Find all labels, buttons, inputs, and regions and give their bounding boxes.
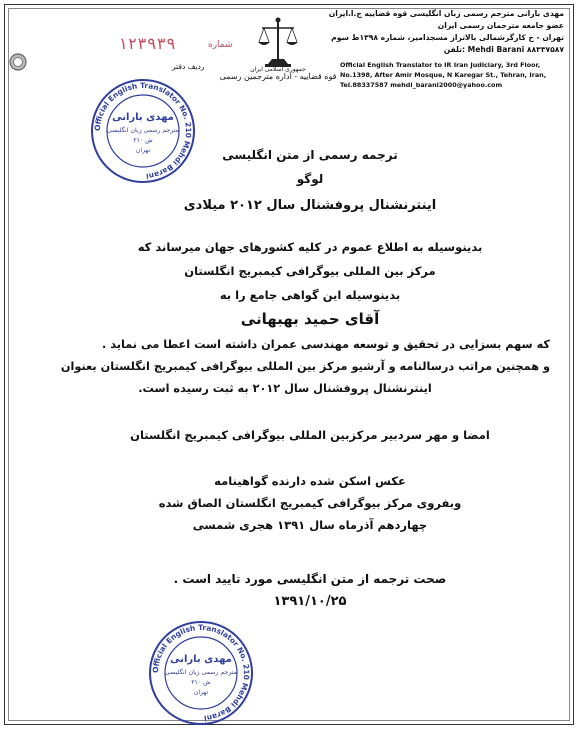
stamp-bottom-center-name: مهدی بارانی bbox=[170, 654, 232, 665]
signature-line: امضا و مهر سردبیر مرکزبین المللی بیوگرافی کیمبریج انگلستان bbox=[130, 428, 490, 442]
confirmation-line: صحت ترجمه از متن انگلیسی مورد تایید است . bbox=[173, 572, 447, 586]
translator-stamp-bottom-icon bbox=[146, 618, 256, 728]
stamp-ring-text: Official English Translator No. 210 Mehdi Barani bbox=[92, 80, 194, 181]
translator-stamp-icon bbox=[88, 76, 198, 186]
title-line-1: ترجمه رسمی از متن انگلیسی bbox=[222, 148, 398, 162]
header-en-block bbox=[340, 60, 560, 90]
stamp-bottom-center-city: تهران bbox=[193, 689, 209, 696]
serial-number: ۱۲۳۹۳۹ bbox=[118, 34, 176, 53]
stamp-center-no: ش ۲۱۰ bbox=[133, 137, 153, 144]
recipient-name: آقای حمید بهبهانی bbox=[240, 310, 380, 328]
judiciary-label: قوه قضاییه - اداره مترجمین رسمی bbox=[219, 72, 337, 81]
intro-line-3: بدینوسیله این گواهی جامع را به bbox=[219, 288, 401, 302]
intro-line-2: مرکز بین المللی بیوگرافی کیمبریج انگلستان bbox=[184, 264, 436, 278]
stamp-bottom-center-no: ش ۲۱۰ bbox=[191, 679, 211, 686]
stamp-bottom-center-sub: مترجم رسمی زبان انگلیسی bbox=[165, 669, 237, 676]
header-en-line-1: Official English Translator to IR Iran Judiciary, 3rd Floor, bbox=[340, 61, 541, 69]
stamp-center-city: تهران bbox=[135, 147, 151, 154]
confirmation-date: ۱۳۹۱/۱۰/۲۵ bbox=[273, 594, 347, 609]
stamp-center-name: مهدی بارانی bbox=[112, 112, 174, 123]
stamp-bottom-ring-text: Official English Translator No. 210 Mehdi Barani bbox=[150, 622, 252, 723]
header-en-line-3: Tel.88337587 mehdi_barani2000@yahoo.com bbox=[340, 81, 503, 89]
title-line-2: لوگو bbox=[296, 172, 324, 186]
header-fa-line-3: تهران - خ کارگرشمالی بالاتراز مسجدامیر، شماره ۱۳۹۸ط سوم bbox=[331, 33, 564, 42]
paragraph-line-2: و همچنین مراتب درسالنامه و آرشیو مرکز بین المللی بیوگرافی کیمبریج انگلستان بعنوان bbox=[60, 360, 550, 373]
photo-line-3: چهاردهم آذرماه سال ۱۳۹۱ هجری شمسی bbox=[192, 518, 428, 532]
header-fa-line-4: تلفن: Mehdi Barani ۸۸۳۳۷۵۸۷ bbox=[443, 45, 564, 54]
scales-of-justice-icon bbox=[256, 14, 300, 72]
stamp-center-sub: مترجم رسمی زبان انگلیسی bbox=[107, 127, 179, 134]
header-fa-line-2: عضو جامعه مترجمان رسمی ایران bbox=[437, 21, 564, 30]
photo-line-1: عکس اسکن شده دارنده گواهینامه bbox=[214, 474, 406, 488]
title-line-3: اینترنشنال پروفشنال سال ۲۰۱۲ میلادی bbox=[183, 198, 437, 213]
paragraph-line-3: اینترنشنال پروفشنال سال ۲۰۱۲ به ثبت رسیده است. bbox=[138, 382, 432, 395]
serial-label: شماره bbox=[208, 40, 233, 50]
paragraph-line-1: که سهم بسزایی در تحقیق و توسعه مهندسی عمران داشته است اعطا می نماید . bbox=[101, 338, 550, 351]
punch-hole-icon bbox=[8, 52, 28, 72]
intro-line-1: بدینوسیله به اطلاع عموم در کلیه کشورهای جهان میرساند که bbox=[137, 240, 483, 254]
photo-line-2: وبفروی مرکز بیوگرافی کیمبریج انگلستان الصاق شده bbox=[158, 496, 462, 510]
republic-label: جمهوری اسلامی ایران bbox=[250, 66, 306, 73]
radif-label: ردیف دفتر bbox=[172, 62, 205, 71]
header-en-line-2: No.1398, After Amir Mosque, N Karegar St., Tehran, Iran, bbox=[340, 71, 547, 79]
header-fa-line-1: مهدی بارانی مترجم رسمی زبان انگلیسی قوه قضاییه ج.ا.ایران bbox=[328, 9, 564, 18]
